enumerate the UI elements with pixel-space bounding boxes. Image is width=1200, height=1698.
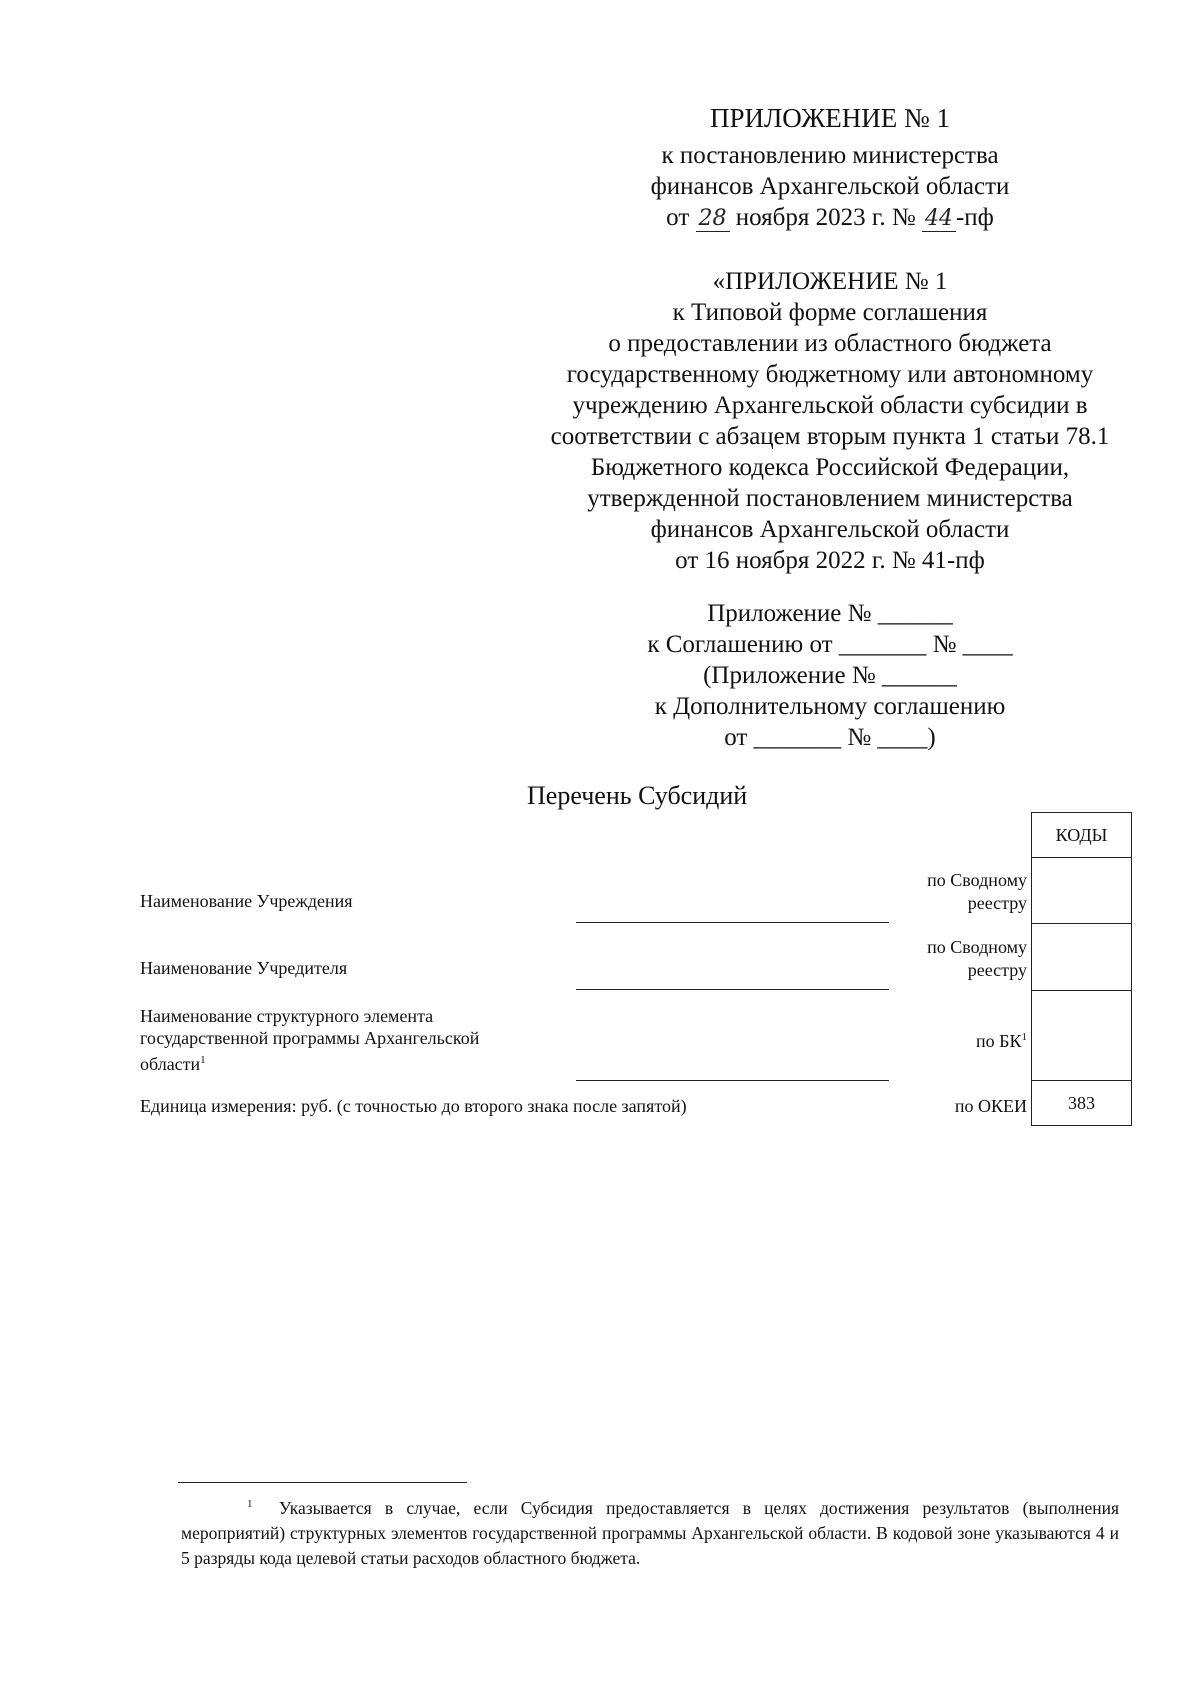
label-line: государственной программы Архангельской <box>140 1028 480 1048</box>
form-heading: Перечень Субсидий <box>527 781 748 810</box>
input-line-structural-element[interactable] <box>576 1080 889 1081</box>
code-cell-bk[interactable] <box>1031 990 1132 1081</box>
header-day-handwritten: 28 <box>696 207 730 232</box>
appendix-line: государственному бюджетному или автономному <box>566 361 1094 388</box>
appendix-line: Бюджетного кодекса Российской Федерации, <box>590 454 1070 481</box>
footnote <box>181 1492 1119 1571</box>
appendix-line: утвержденной постановлением министерства <box>587 485 1073 512</box>
header-title: ПРИЛОЖЕНИЕ № 1 <box>709 103 951 133</box>
header-date-middle: ноября 2023 г. № <box>735 204 916 231</box>
header-number-handwritten: 44 <box>922 207 956 232</box>
header-line-1: к постановлению министерства <box>661 142 999 169</box>
label-institution: Наименование Учреждения <box>140 891 353 911</box>
right-label-founder <box>927 936 1027 982</box>
codes-header: КОДЫ <box>1031 812 1132 858</box>
appendix-line: соответствии с абзацем вторым пункта 1 статьи 78.1 <box>550 423 1110 450</box>
agreement-block <box>560 598 1100 753</box>
footnote-ref: 1 <box>200 1054 206 1066</box>
appendix-title: «ПРИЛОЖЕНИЕ № 1 <box>712 268 948 295</box>
code-cell-institution[interactable] <box>1031 857 1132 924</box>
right-label-line: реестру <box>967 960 1027 980</box>
agreement-line-5: от _______ № ____) <box>724 724 936 751</box>
right-label-line: реестру <box>967 893 1027 913</box>
input-line-founder[interactable] <box>576 989 889 990</box>
appendix-block <box>500 266 1160 576</box>
appendix-line: учреждению Архангельской области субсидии в <box>572 392 1088 419</box>
header-date-suffix: -пф <box>955 204 994 231</box>
right-label-line: по Сводному <box>927 937 1027 957</box>
agreement-line-3: (Приложение № ______ <box>703 662 957 689</box>
agreement-line-4: к Дополнительному соглашению <box>654 693 1006 720</box>
right-label-okei: по ОКЕИ <box>954 1096 1027 1116</box>
code-cell-okei: 383 <box>1031 1080 1132 1126</box>
header-line-2: финансов Архангельской области <box>650 173 1010 200</box>
header-date-line <box>530 202 1130 233</box>
agreement-line-2: к Соглашению от _______ № ____ <box>647 631 1013 658</box>
appendix-line: финансов Архангельской области <box>650 516 1010 543</box>
label-line <box>140 1049 479 1075</box>
footnote-divider <box>178 1482 467 1483</box>
label-unit-of-measure: Единица измерения: руб. (с точностью до второго знака после запятой) <box>140 1096 687 1116</box>
right-label-text: по БК <box>976 1031 1022 1051</box>
code-cell-founder[interactable] <box>1031 923 1132 991</box>
right-label-bk <box>976 1026 1027 1053</box>
footnote-text: Указывается в случае, если Субсидия предоставляется в целях достижения результатов (выполнения мероприятий) структурных элементов государственной программы Архангельской области. В кодовой зоне указываются 4 и 5 разряды кода целевой статьи расходов областного бюджета. <box>181 1497 1119 1568</box>
label-text: области <box>140 1054 201 1074</box>
agreement-line-1: Приложение № ______ <box>707 600 953 627</box>
label-founder: Наименование Учредителя <box>140 958 348 978</box>
appendix-line: от 16 ноября 2022 г. № 41-пф <box>675 547 985 574</box>
input-line-institution[interactable] <box>576 922 889 923</box>
header-date-prefix: от <box>666 204 690 231</box>
header-block <box>530 103 1130 233</box>
footnote-mark: 1 <box>247 1498 253 1510</box>
appendix-line: о предоставлении из областного бюджета <box>608 330 1052 357</box>
appendix-line: к Типовой форме соглашения <box>672 299 988 326</box>
right-label-line: по Сводному <box>927 870 1027 890</box>
footnote-ref: 1 <box>1021 1031 1027 1043</box>
right-label-institution <box>927 869 1027 915</box>
label-line: Наименование структурного элемента <box>140 1006 434 1026</box>
label-structural-element <box>140 1005 479 1075</box>
